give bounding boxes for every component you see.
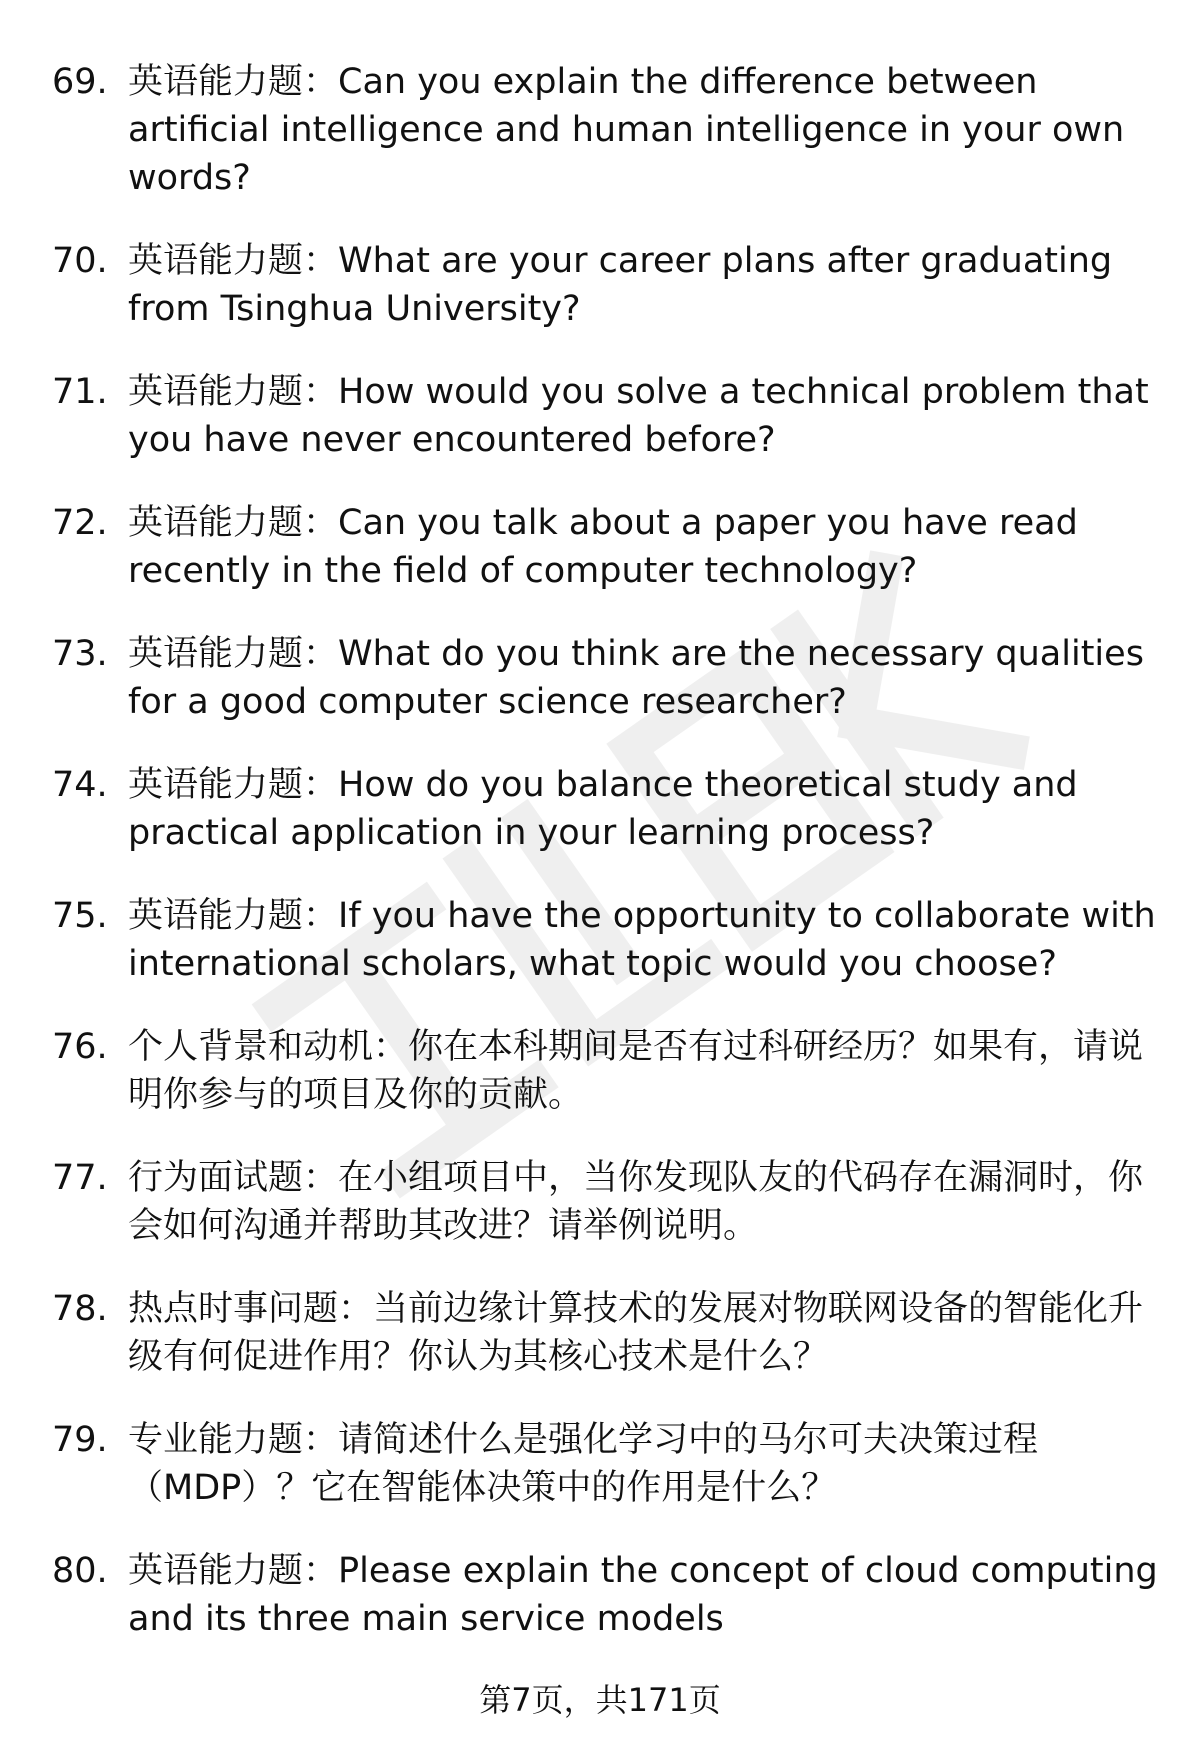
question-text: 英语能力题：Can you explain the difference between artificial intelligence and human intelligence in your own words? xyxy=(128,62,1125,198)
question-number: 80. xyxy=(52,1551,108,1591)
question-item xyxy=(0,368,1200,464)
question-number: 69. xyxy=(52,62,108,102)
question-item xyxy=(0,1285,1200,1381)
question-text: 专业能力题：请简述什么是强化学习中的马尔可夫决策过程（MDP）？它在智能体决策中的作用是什么？ xyxy=(128,1420,1039,1508)
question-number: 78. xyxy=(52,1289,108,1329)
question-item xyxy=(0,1154,1200,1250)
question-text: 英语能力题：What do you think are the necessary qualities for a good computer science researcher? xyxy=(128,634,1144,722)
question-text: 英语能力题：What are your career plans after graduating from Tsinghua University? xyxy=(128,241,1113,329)
question-text: 英语能力题：Can you talk about a paper you have read recently in the field of computer technology? xyxy=(128,503,1078,591)
question-item xyxy=(0,499,1200,595)
question-number: 74. xyxy=(52,765,108,805)
question-text: 英语能力题：How do you balance theoretical study and practical application in your learning process? xyxy=(128,765,1078,853)
question-text: 热点时事问题：当前边缘计算技术的发展对物联网设备的智能化升级有何促进作用？你认为其核心技术是什么？ xyxy=(128,1289,1144,1377)
question-number: 73. xyxy=(52,634,108,674)
question-number: 75. xyxy=(52,896,108,936)
question-number: 76. xyxy=(52,1027,108,1067)
page-footer: 第7页，共171页 xyxy=(479,1681,721,1719)
question-number: 79. xyxy=(52,1420,108,1460)
question-item xyxy=(0,1416,1200,1512)
question-list xyxy=(0,58,1200,1678)
question-number: 71. xyxy=(52,372,108,412)
question-text: 英语能力题：Please explain the concept of cloud computing and its three main service models xyxy=(128,1551,1158,1639)
question-number: 72. xyxy=(52,503,108,543)
question-item xyxy=(0,58,1200,202)
question-item xyxy=(0,630,1200,726)
question-item xyxy=(0,892,1200,988)
question-item xyxy=(0,237,1200,333)
question-item xyxy=(0,761,1200,857)
question-number: 77. xyxy=(52,1158,108,1198)
question-text: 行为面试题：在小组项目中，当你发现队友的代码存在漏洞时，你会如何沟通并帮助其改进？请举例说明。 xyxy=(128,1158,1144,1246)
question-text: 英语能力题：If you have the opportunity to collaborate with international scholars, what topic would you choose? xyxy=(128,896,1156,984)
question-text: 英语能力题：How would you solve a technical problem that you have never encountered before? xyxy=(128,372,1149,460)
question-item xyxy=(0,1023,1200,1119)
question-text: 个人背景和动机：你在本科期间是否有过科研经历？如果有，请说明你参与的项目及你的贡献。 xyxy=(128,1027,1144,1115)
question-item xyxy=(0,1547,1200,1643)
question-number: 70. xyxy=(52,241,108,281)
